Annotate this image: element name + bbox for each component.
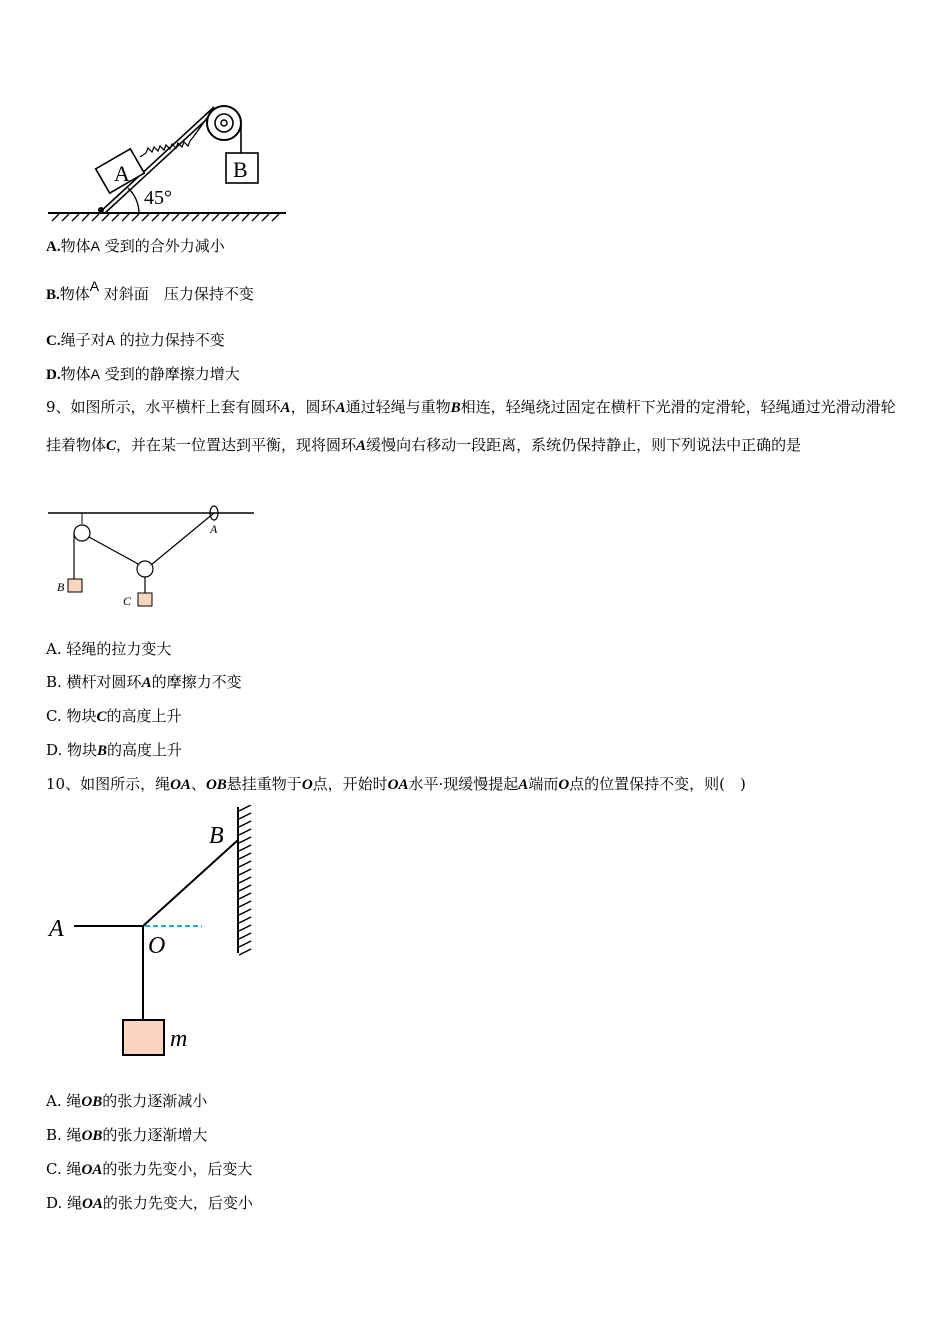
q9-option-a[interactable] [46,639,171,659]
block-a-label: A [114,161,130,186]
option-text: 物体 [59,285,90,303]
option-var: OB [81,1094,103,1110]
option-text: A. 绳 [46,1092,82,1110]
option-var: OB [81,1128,103,1144]
q8-incline-figure [44,96,290,224]
q10-option-a[interactable] [46,1091,207,1112]
option-text: B. 绳 [46,1126,82,1144]
option-var: C [96,709,107,725]
option-text: B. 横杆对圆环 [46,673,142,691]
q10-option-b[interactable] [46,1125,207,1146]
option-text: C. 物块 [46,707,97,725]
option-text: 的张力先变小，后变大 [102,1160,253,1178]
option-text: 的张力先变大，后变小 [102,1194,253,1212]
symbol-a: A [105,332,115,348]
mass-m [123,1020,164,1055]
option-letter: C. [46,333,61,349]
mass-b [68,579,82,592]
option-text: C. 绳 [46,1160,82,1178]
ground-hatching [52,214,279,221]
q9-option-b[interactable] [46,672,242,693]
option-text: D. 物块 [46,741,98,759]
mass-c [138,593,152,606]
q9-pulley-figure [46,502,258,612]
option-var: OA [82,1196,103,1212]
movable-pulley [137,561,153,577]
label-b: B [209,823,224,849]
option-var: OA [81,1162,103,1178]
symbol-a: A [90,238,100,254]
rope-left [89,537,140,565]
q8-option-a[interactable] [46,236,225,257]
option-text: 受到的合外力减小 [104,237,225,255]
q10-option-c[interactable] [46,1159,252,1180]
option-text: 绳子对 [60,331,106,349]
label-a: A [49,916,64,942]
option-text: 的摩擦力不变 [151,673,242,691]
q9-option-c[interactable] [46,706,182,727]
q9-stem: 9、如图所示，水平横杆上套有圆环A，圆环A通过轻绳与重物B相连，轻绳绕过固定在横杆下光滑的定滑轮，轻绳通过光滑动滑轮挂着物体C，并在某一位置达到平衡，现将圆环A缓慢向右移动一段距离，系统仍保持静止，则下列说法中正确的是 [46,398,896,454]
option-text: 的张力逐渐减小 [102,1092,208,1110]
q10-stem: 10、如图所示，绳OA、OB悬挂重物于O点，开始时OA水平·现缓慢提起A端而O点的位置保持不变，则( ) [46,775,746,793]
symbol-a: A [89,278,100,294]
option-text: A. 轻绳的拉力变大 [46,640,172,658]
option-text: 的张力逐渐增大 [102,1126,208,1144]
label-m: m [170,1026,188,1052]
mass-c-label: C [123,594,132,608]
q9-option-d[interactable] [46,740,182,761]
option-text: 对斜面 压力保持不变 [103,285,254,303]
block-b-label: B [233,157,248,182]
q8-option-c[interactable] [46,330,225,351]
symbol-a: A [90,366,100,382]
rope-ob [143,840,238,926]
q10-option-d[interactable] [46,1193,253,1214]
q8-option-b[interactable] [46,278,254,305]
wall-hatching [239,805,251,955]
option-letter: D. [46,367,61,383]
option-text: 的拉力保持不变 [119,331,225,349]
option-text: 物体 [60,365,91,383]
option-text: 受到的静摩擦力增大 [104,365,240,383]
option-var: B [97,743,108,759]
option-letter: A. [46,239,61,255]
q10-ropes-figure [44,805,264,1065]
option-text: D. 绳 [46,1194,83,1212]
angle-arc [128,188,139,213]
option-letter: B. [46,287,60,303]
option-var: A [141,675,152,691]
q8-option-d[interactable] [46,364,240,385]
option-text: 物体 [60,237,91,255]
fixed-pulley [74,525,90,541]
option-text: 的高度上升 [107,741,183,759]
label-o: O [148,933,166,959]
angle-label: 45° [144,187,172,209]
rope-right [151,513,214,565]
option-text: 的高度上升 [106,707,182,725]
ring-a-label: A [210,522,218,536]
mass-b-label: B [57,580,65,594]
